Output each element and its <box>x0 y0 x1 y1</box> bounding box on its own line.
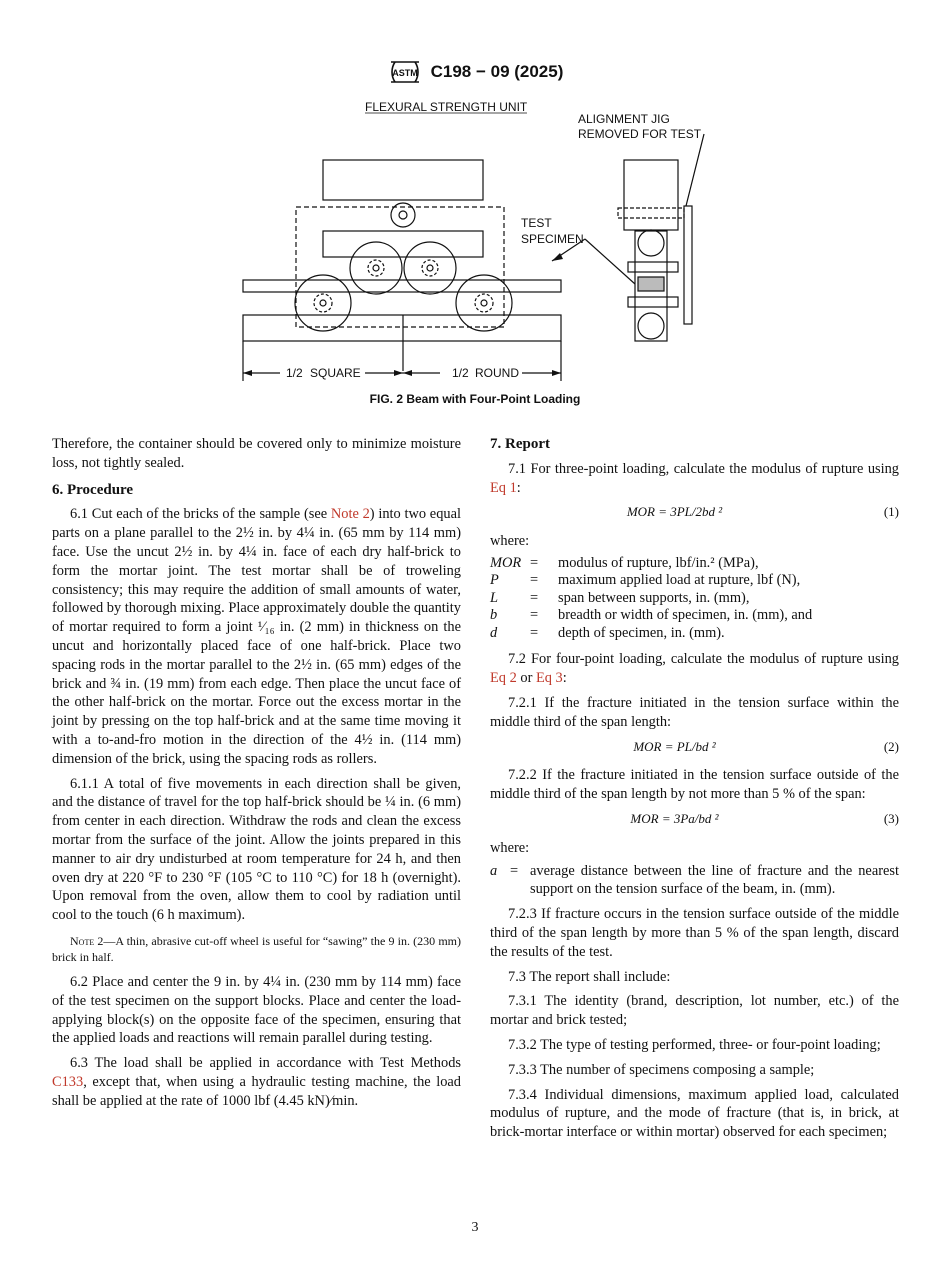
paragraph-7-2-3: 7.2.3 If fracture occurs in the tension surface outside of the middle third of the span length by more than 5 % of the span length, discard the results of the test. <box>490 906 899 960</box>
paragraph-7-2-1: 7.2.1 If the fracture initiated in the tension surface within the middle third of the span length: <box>490 695 899 730</box>
square-label: SQUARE <box>310 366 361 380</box>
loading-roller-left <box>350 242 402 294</box>
note-2-link[interactable]: Note 2 <box>330 506 370 523</box>
where-label-1: where: <box>490 533 530 550</box>
paragraph-7-1: 7.1 For three-point loading, calculate the modulus of rupture using Eq 1: <box>490 460 899 496</box>
paragraph-6-3: 6.3 The load shall be applied in accordance with Test Methods C133, except that, when using a hydraulic testing machine, the load shall be applied at the rate of 1000 lbf (4.45 kN)⁄min. <box>52 1055 461 1109</box>
definition-item: MOR = modulus of rupture, lbf/in.² (MPa), <box>490 554 759 571</box>
load-spreader <box>323 231 483 257</box>
left-column <box>52 435 461 1117</box>
support-roller-left <box>295 275 351 331</box>
note-2: Note 2—A thin, abrasive cut-off wheel is useful for “sawing” the 9 in. (230 mm) brick in half. <box>52 933 461 964</box>
definitions-list <box>490 555 899 643</box>
specimen-label-2: SPECIMEN <box>521 232 584 246</box>
round-label: ROUND <box>475 366 519 380</box>
jig-label-2: REMOVED FOR TEST <box>578 127 702 141</box>
paragraph-6-1: 6.1 Cut each of the bricks of the sample (see Note 2) into two equal parts on a plane parallel to the 2½ in. by 4¼ in. (65 mm by 114 mm) face. Use the uncut 2½ in. by 4¼ in. face of each dry half-brick to form the mortar joint. The test mortar shall be of troweling consistency; this may require the addition of small amounts of water, followed by thorough mixing. Place approximately double the quantity of mortar required to form a joint ¹⁄₁₆ in. (2 mm) in thickness on the uncut and horizontally placed face of one half-brick. Place two spacing rods in the mortar parallel to the 2½ in. (65 mm) edges of the brick and ¾ in. (19 mm) from each edge. Then place the uncut face of the other half-brick on the mortar. Force out the excess mortar in the joint by pressing on the top half-brick and at the same time moving it with a to-and-fro motion in the direction of the 4½ in. (114 mm) dimension of the brick, using the spacing rods as rollers. <box>52 506 461 767</box>
paragraph-7-3-4: 7.3.4 Individual dimensions, maximum applied load, calculated modulus of rupture, and the mode of fracture (that is, in brick, at brick-mortar interface or within mortar) observed for each specimen; <box>490 1086 899 1141</box>
flexural-strength-figure <box>230 96 720 386</box>
eq-1-link[interactable]: Eq 1 <box>490 479 517 496</box>
definition-item: L = span between supports, in. (mm), <box>490 589 750 606</box>
section-6-title: 6. Procedure <box>52 481 134 498</box>
figure-title: FLEXURAL STRENGTH UNIT <box>365 100 528 114</box>
jig-label-1: ALIGNMENT JIG <box>578 112 670 126</box>
frame-dashed <box>296 207 504 327</box>
paragraph-6-2: 6.2 Place and center the 9 in. by 4¼ in. (230 mm by 114 mm) face of the test specimen on the support blocks. Place and center the load-applying block(s) on the opposite face of the specimen, ensuring that the applied loads and reactions will remain parallel during testing. <box>52 973 461 1047</box>
paragraph-7-2-2: 7.2.2 If the fracture initiated in the tension surface outside of the middle third of the span length by not more than 5 % of the span: <box>490 767 899 803</box>
loading-roller-right <box>404 242 456 294</box>
base-block <box>243 315 561 341</box>
paragraph-7-2: 7.2 For four-point loading, calculate the modulus of rupture using Eq 2 or Eq 3: <box>490 651 899 687</box>
paragraph-7-3: 7.3 The report shall include: <box>508 968 671 985</box>
half-round-fraction: 1/2 <box>452 366 469 380</box>
top-load-block <box>323 160 483 200</box>
eq-3-link[interactable]: Eq 3 <box>535 670 563 687</box>
jig-specimen-hatch <box>638 277 664 291</box>
equation-3: MOR = 3Pa/bd ² (3) <box>630 811 899 827</box>
right-column <box>490 435 899 1148</box>
page-header <box>0 56 950 88</box>
test-specimen-beam <box>243 280 561 292</box>
paragraph-7-3-3: 7.3.3 The number of specimens composing a sample; <box>508 1061 815 1078</box>
paragraph-7-3-1: 7.3.1 The identity (brand, description, lot number, etc.) of the mortar and brick tested; <box>490 993 899 1029</box>
half-square-fraction: 1/2 <box>286 366 303 380</box>
section-7-title: 7. Report <box>490 436 550 452</box>
figure-caption: FIG. 2 Beam with Four-Point Loading <box>369 392 581 406</box>
eq-2-link[interactable]: Eq 2 <box>490 670 517 687</box>
note-label: Note 2 <box>70 933 104 948</box>
definition-item: d = depth of specimen, in. (mm). <box>490 624 725 641</box>
alignment-jig <box>624 160 678 230</box>
definition-item: P = maximum applied load at rupture, lbf (N), <box>490 572 801 589</box>
standard-designation: C198 − 09 (2025) <box>430 62 564 81</box>
equation-2: MOR = PL/bd ² (2) <box>633 738 899 754</box>
paragraph-6-1-1: 6.1.1 A total of five movements in each direction shall be given, and the distance of travel for the top half-brick should be ¼ in. (6 mm) from center in each direction. Withdraw the rods and clean the excess mortar from the surface of the joint. Allow the joints prepared in this manner to air dry undisturbed at room temperature for 24 h, and then oven dry at 220 °F to 230 °F (105 °C to 110 °C) for 18 h (overnight). Upon removal from the oven, allow them to cool by radiation until cool to the touch (6 h maximum). <box>52 775 461 924</box>
astm-logo-icon <box>387 56 423 88</box>
page-number: 3 <box>471 1220 479 1235</box>
intro-paragraph: Therefore, the container should be covered only to minimize moisture loss, not tightly sealed. <box>52 436 461 471</box>
definition-a: a = average distance between the line of fracture and the nearest support on the tension surface of the beam, in. (mm). <box>490 862 899 898</box>
paragraph-7-3-2: 7.3.2 The type of testing performed, three- or four-point loading; <box>508 1037 881 1054</box>
logo-text: ASTM <box>391 68 418 78</box>
c133-link[interactable]: C133 <box>52 1073 84 1090</box>
definition-item: b = breadth or width of specimen, in. (mm), and <box>490 607 813 624</box>
specimen-label-1: TEST <box>521 216 552 230</box>
where-label-2: where: <box>490 839 530 856</box>
equation-1: MOR = 3PL/2bd ² (1) <box>626 504 899 520</box>
